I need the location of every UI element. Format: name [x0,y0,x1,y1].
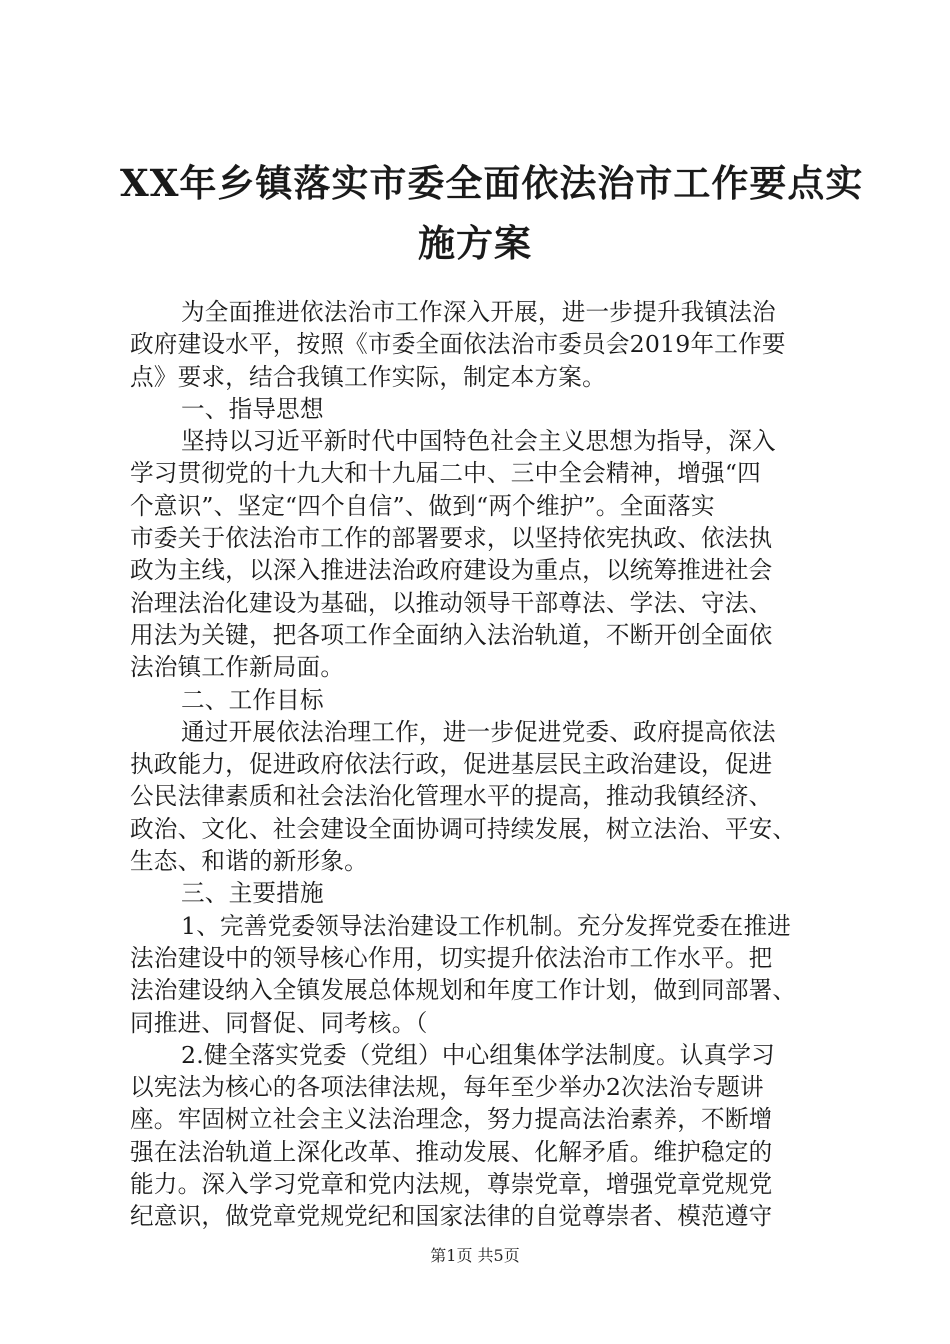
body-line: 为全面推进依法治市工作深入开展，进一步提升我镇法治 [181,298,776,326]
body-line: 三、主要措施 [181,879,324,908]
body-line: 生态、和谐的新形象。 [130,847,368,876]
document-title-line-2: 施方案 [418,221,532,265]
body-line: 政为主线，以深入推进法治政府建设为重点，以统筹推进社会 [130,556,773,585]
body-line: 纪意识，做党章党规党纪和国家法律的自觉尊崇者、模范遵守 [130,1202,773,1231]
body-line: 强在法治轨道上深化改革、推动发展、化解矛盾。维护稳定的 [130,1137,773,1166]
body-line: 法治建设纳入全镇发展总体规划和年度工作计划，做到同部署、 [130,976,797,1005]
body-line: 执政能力，促进政府依法行政，促进基层民主政治建设，促进 [130,750,773,779]
body-line: 二、工作目标 [181,685,324,714]
body-line: 法治镇工作新局面。 [130,653,345,682]
body-line: 治理法治化建设为基础，以推动领导干部尊法、学法、守法、 [130,588,773,617]
body-line: 用法为关键，把各项工作全面纳入法治轨道，不断开创全面依 [130,620,773,649]
document-title-line-1: XX年乡镇落实市委全面依法治市工作要点实 [120,161,864,205]
body-line: 同推进、同督促、同考核。（ [130,1008,428,1037]
body-line: 以宪法为核心的各项法律法规，每年至少举办2次法治专题讲 [130,1073,764,1102]
body-line: 学习贯彻党的十九大和十九届二中、三中全会精神，增强“四 [130,459,761,488]
body-line: 法治建设中的领导核心作用，切实提升依法治市工作水平。把 [130,943,773,972]
body-line: 政府建设水平，按照《市委全面依法治市委员会2019年工作要 [130,330,786,359]
body-line: 座。牢固树立社会主义法治理念，努力提高法治素养，不断增 [130,1105,773,1134]
body-line: 政治、文化、社会建设全面协调可持续发展，树立法治、平安、 [130,814,797,843]
body-line: 点》要求，结合我镇工作实际，制定本方案。 [130,362,606,391]
body-line: 市委关于依法治市工作的部署要求，以坚持依宪执政、依法执 [130,524,773,553]
body-line: 一、指导思想 [181,394,324,423]
body-line: 个意识”、坚定“四个自信”、做到“两个维护”。全面落实 [130,491,715,520]
body-line: 坚持以习近平新时代中国特色社会主义思想为指导，深入 [181,427,776,456]
body-line: 1、完善党委领导法治建设工作机制。充分发挥党委在推进 [181,911,792,940]
body-line: 能力。深入学习党章和党内法规，尊崇党章，增强党章党规党 [130,1170,773,1199]
body-line: 2.健全落实党委（党组）中心组集体学法制度。认真学习 [181,1040,775,1069]
document-body [130,296,850,1233]
body-line: 通过开展依法治理工作，进一步促进党委、政府提高依法 [181,717,776,746]
body-line: 公民法律素质和社会法治化管理水平的提高，推动我镇经济、 [130,782,773,811]
page-footer: 第1页 共5页 [430,1246,520,1265]
